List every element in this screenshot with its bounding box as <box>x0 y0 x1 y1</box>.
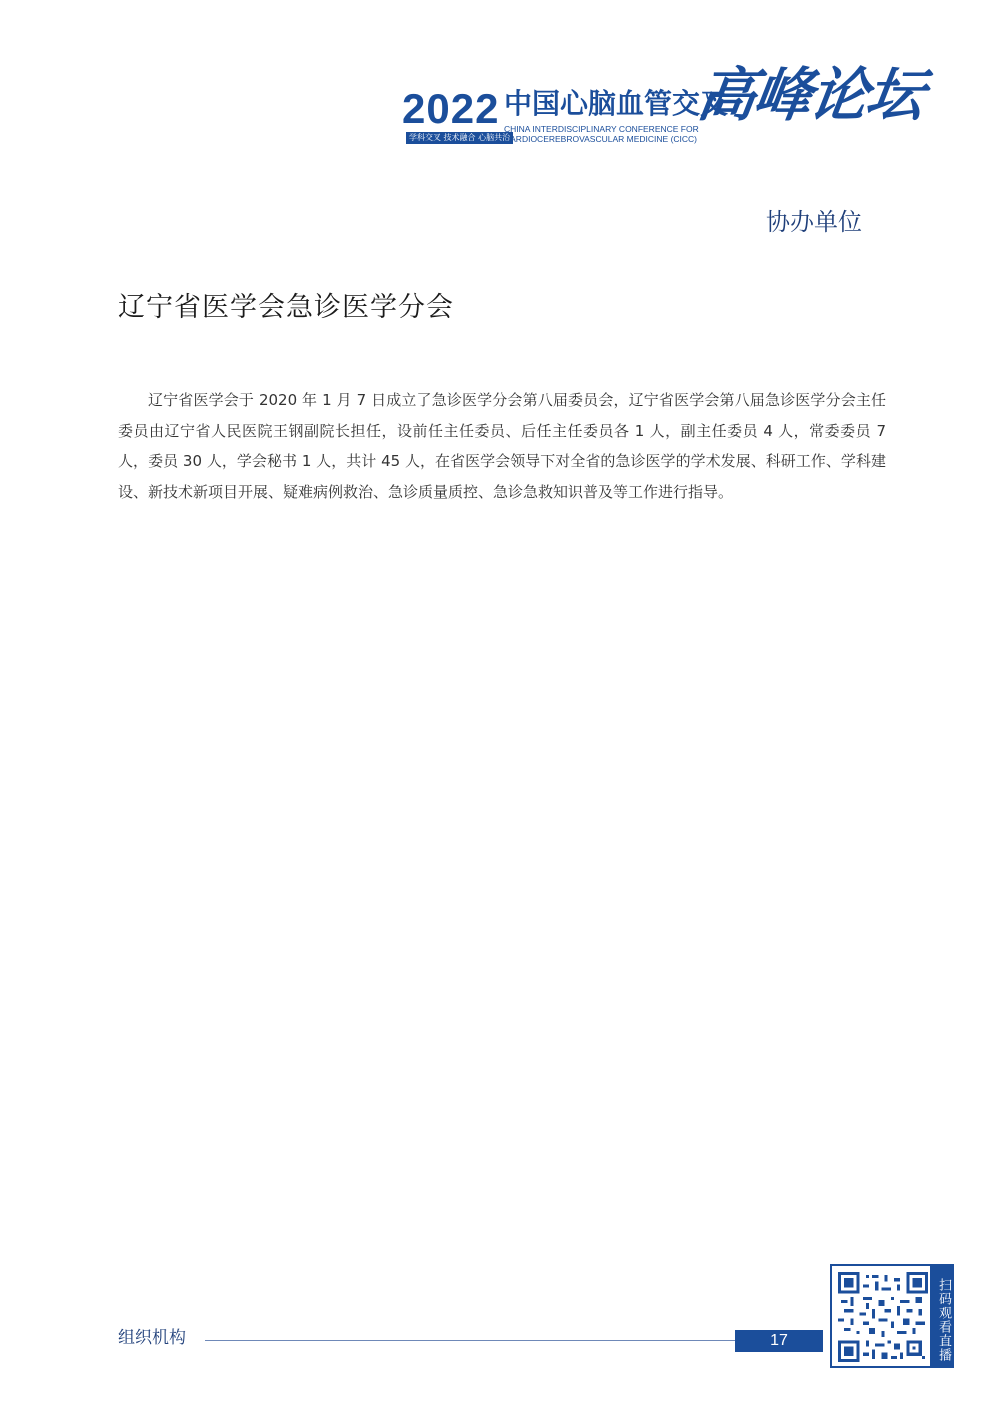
qr-code-icon[interactable] <box>838 1272 928 1362</box>
qr-caption: 扫码观看直播 <box>930 1266 952 1366</box>
logo-title-cn: 中国心脑血管交叉 <box>504 87 729 120</box>
document-title: 辽宁省医学会急诊医学分会 <box>118 292 454 323</box>
footer-divider <box>205 1340 735 1341</box>
section-label: 协办单位 <box>766 208 862 236</box>
page-number: 17 <box>735 1330 823 1352</box>
logo-forum-calligraphy: 高峰论坛 <box>693 61 927 129</box>
logo-slogan: 学科交叉 技术融合 心脑共治 <box>406 132 513 144</box>
document-body: 辽宁省医学会于 2020 年 1 月 7 日成立了急诊医学分会第八届委员会，辽宁省医学会第八届急诊医学分会主任委员由辽宁省人民医院王钢副院长担任，设前任主任委员、后任主任委员各 1 人，副主任委员 4 人，常委委员 7 人，委员 30 人，学会秘书 1 人，共计 45 人，在省医学会领导下对全省的急诊医学的学术发展、科研工作、学科建设、新技术新项目开展、疑难病例救治、急诊质量质控、急诊急救知识普及等工作进行指导。 <box>118 391 886 501</box>
footer-section-label: 组织机构 <box>118 1328 186 1348</box>
logo-title-en: CHINA INTERDISCIPLINARY CONFERENCE FOR CARDIOCEREBROVASCULAR MEDICINE (CICC) <box>504 124 699 144</box>
logo-year: 2022 <box>402 85 500 132</box>
conference-logo <box>398 61 927 176</box>
qr-code-panel[interactable] <box>830 1264 954 1368</box>
